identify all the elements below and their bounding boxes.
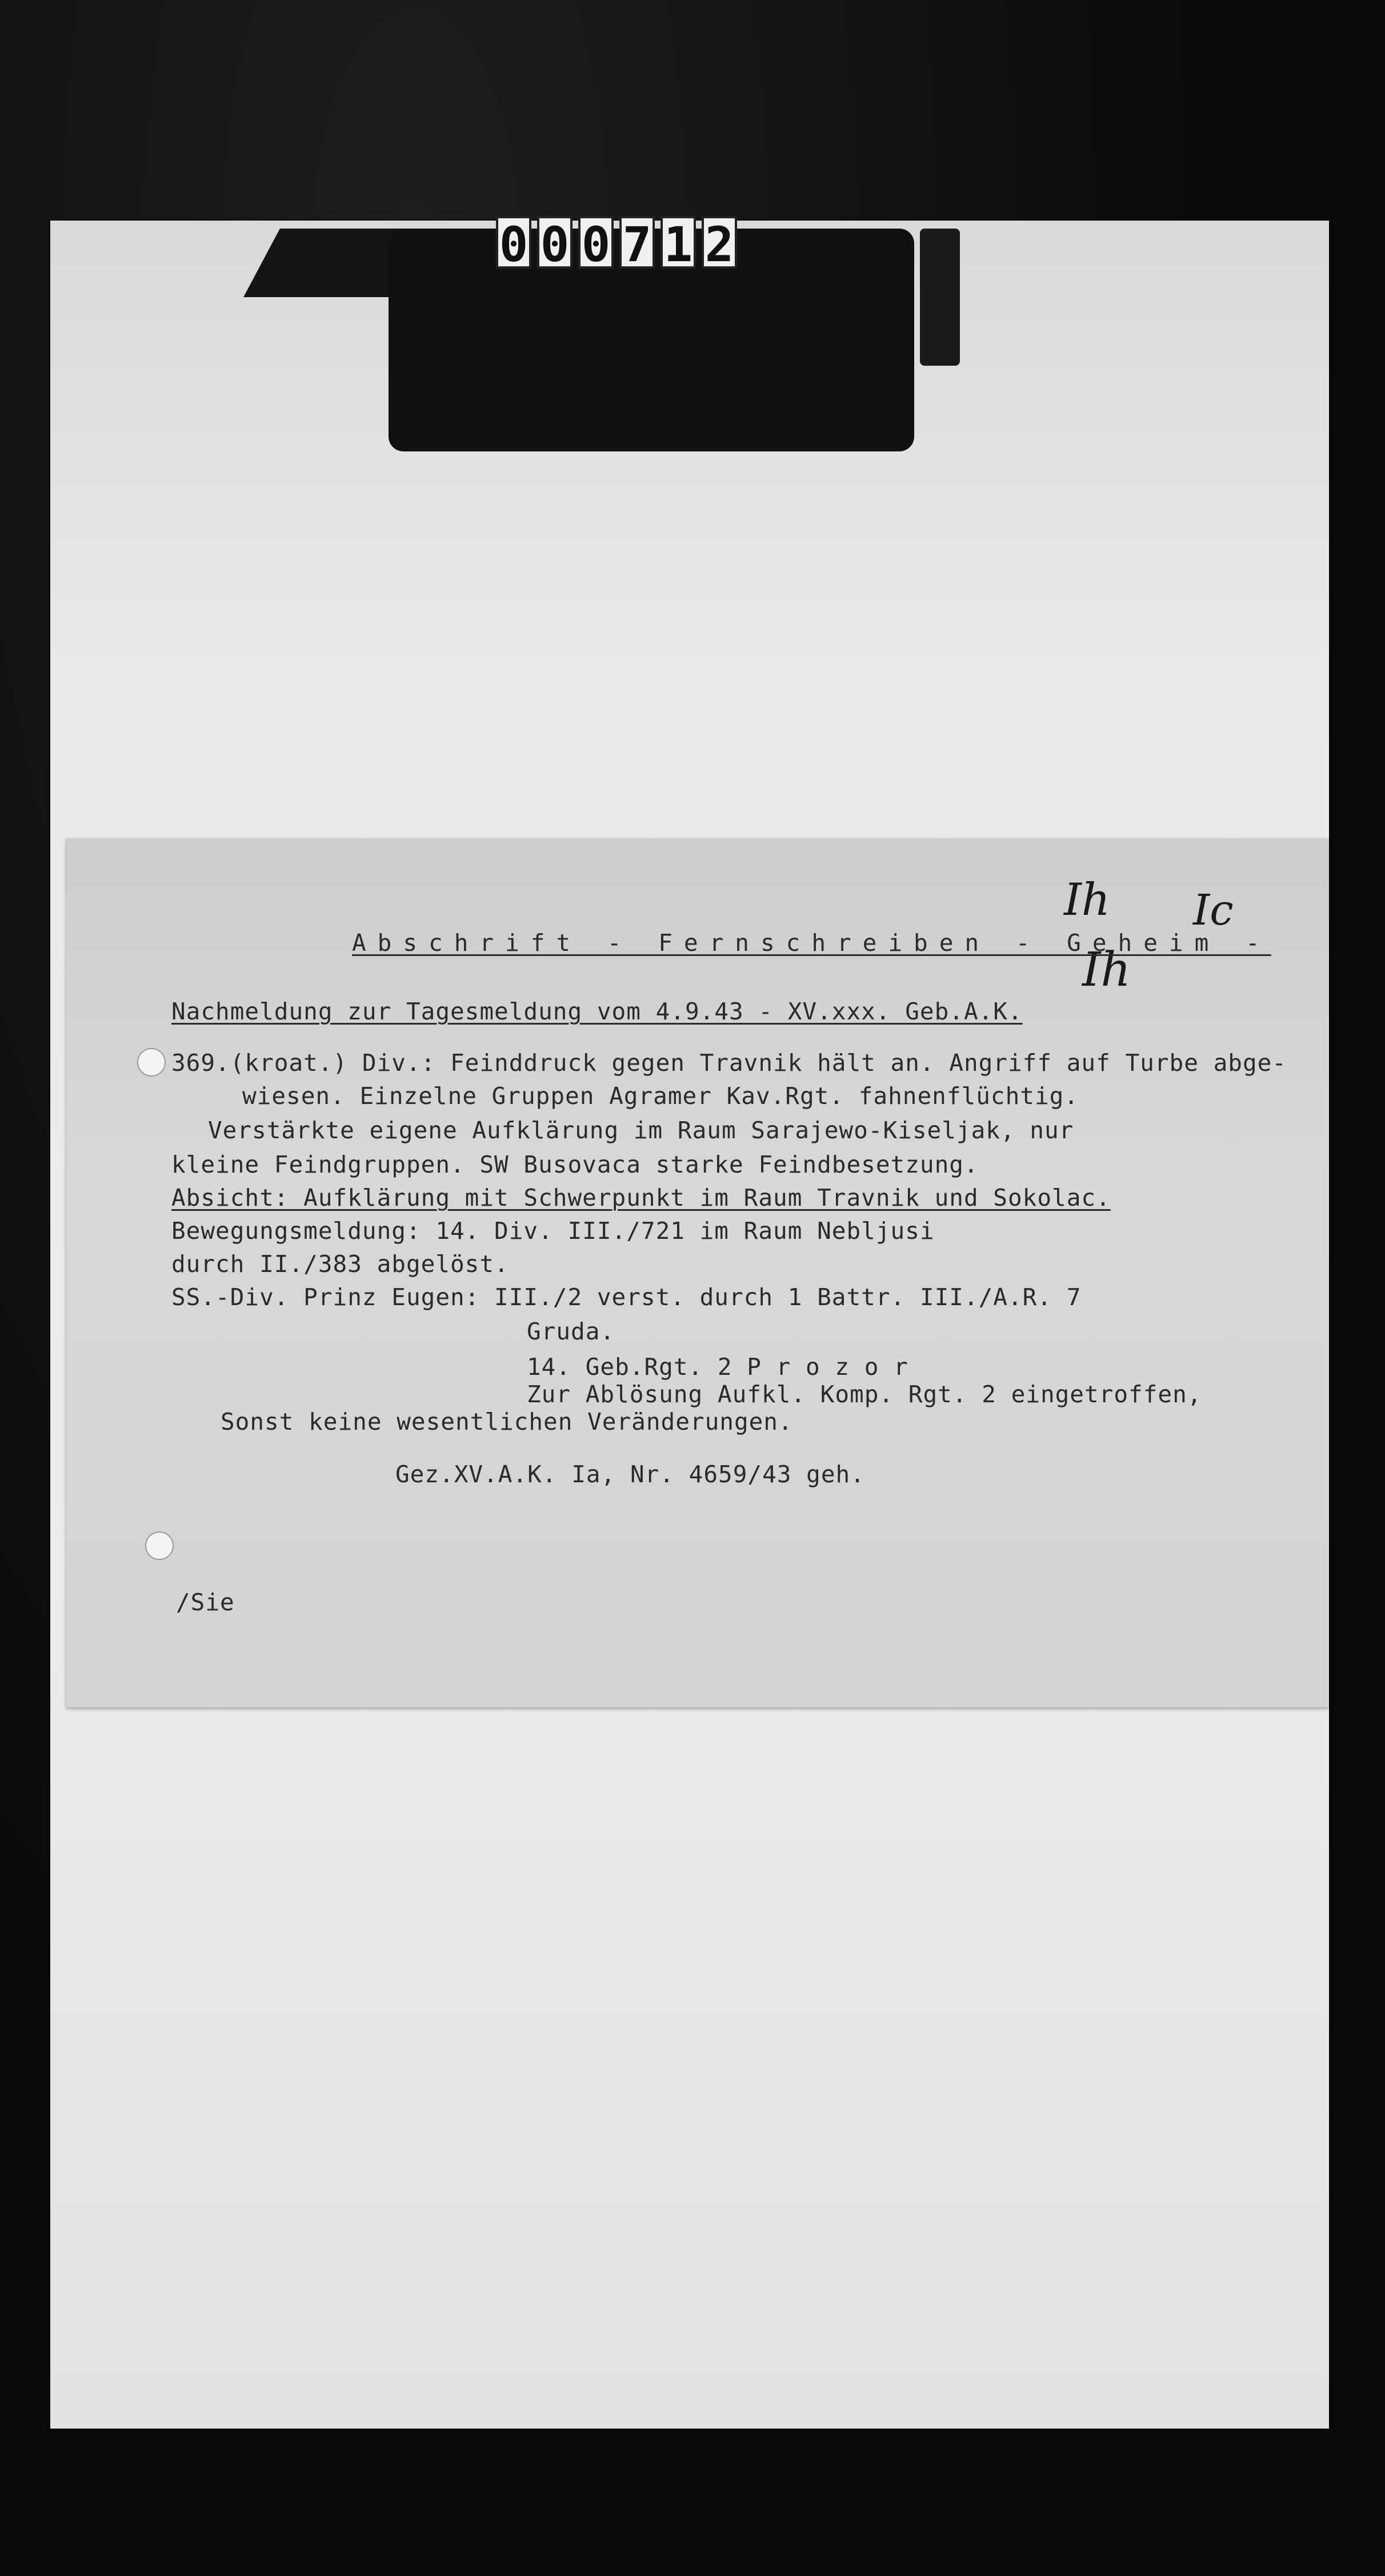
document-title: Abschrift - Fernschreiben - Geheim - — [352, 929, 1271, 957]
handwritten-initial: Ih — [1064, 874, 1111, 926]
handwritten-initial: Ih — [1082, 943, 1131, 997]
report-line: wiesen. Einzelne Gruppen Agramer Kav.Rgt. fahnenflüchtig. — [242, 1082, 1079, 1110]
report-line: Gruda. — [527, 1318, 615, 1345]
counter-digit: 7 — [619, 216, 655, 269]
report-line: Zur Ablösung Aufkl. Komp. Rgt. 2 eingetroffen, — [527, 1381, 1202, 1408]
counter-digit: 0 — [496, 216, 531, 269]
counter-digit: 2 — [702, 216, 737, 269]
report-line-movement: Bewegungsmeldung: 14. Div. III./721 im Raum Nebljusi — [171, 1217, 935, 1245]
report-signature-reference: Gez.XV.A.K. Ia, Nr. 4659/43 geh. — [395, 1461, 865, 1488]
report-line-intent: Absicht: Aufklärung mit Schwerpunkt im Raum Travnik und Sokolac. — [171, 1184, 1111, 1211]
report-line: 14. Geb.Rgt. 2 P r o z o r — [527, 1353, 908, 1381]
typist-initials: /Sie — [176, 1589, 235, 1616]
counter-digit: 0 — [537, 216, 573, 269]
report-closing-line: Sonst keine wesentlichen Veränderungen. — [221, 1408, 793, 1435]
punch-hole — [145, 1531, 174, 1560]
report-line: SS.-Div. Prinz Eugen: III./2 verst. durch 1 Battr. III./A.R. 7 — [171, 1283, 1082, 1311]
frame-counter-digits — [496, 216, 737, 279]
report-line: 369.(kroat.) Div.: Feinddruck gegen Travnik hält an. Angriff auf Turbe abge- — [171, 1049, 1287, 1077]
typed-copy-slip — [66, 839, 1329, 1707]
report-line: Verstärkte eigene Aufklärung im Raum Sarajewo-Kiseljak, nur — [208, 1117, 1074, 1144]
punch-hole — [137, 1048, 166, 1077]
report-line: kleine Feindgruppen. SW Busovaca starke Feindbesetzung. — [171, 1151, 979, 1178]
counter-digit: 1 — [661, 216, 696, 269]
counter-digit: 0 — [578, 216, 614, 269]
frame-counter-knob — [920, 229, 960, 366]
report-line: durch II./383 abgelöst. — [171, 1250, 509, 1278]
handwritten-office-mark: Ic — [1193, 886, 1234, 935]
report-subject: Nachmeldung zur Tagesmeldung vom 4.9.43 - XV.xxx. Geb.A.K. — [171, 998, 1023, 1025]
